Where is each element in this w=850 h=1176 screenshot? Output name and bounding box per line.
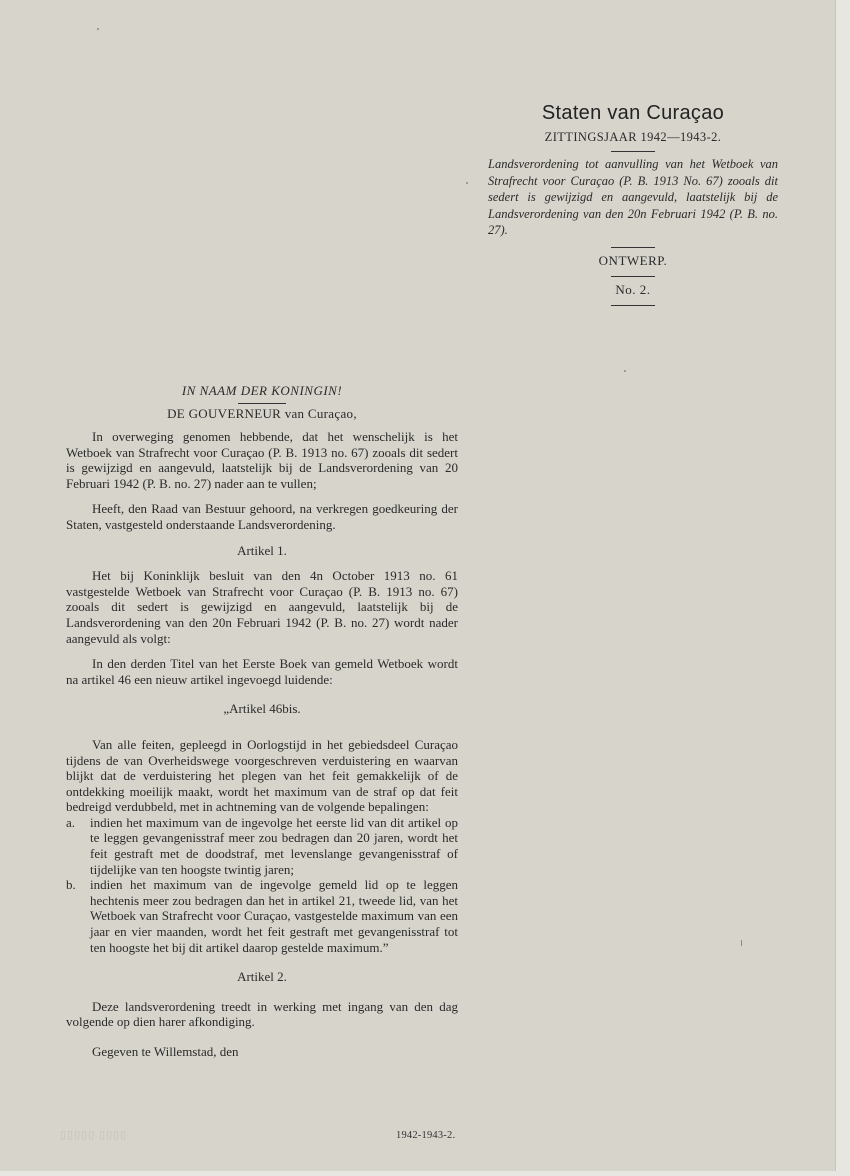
article-1-paragraph: In den derden Titel van het Eerste Boek van gemeld Wetboek wordt na artikel 46 een nieuw artikel ingevoegd luidende: (66, 656, 458, 687)
header-divider (611, 305, 655, 306)
list-item-text: indien het maximum van de ingevolge gemeld lid op te leggen hechtenis meer zou bedragen dan het in artikel 21, tweede lid, van het Wetboek van Strafrecht voor Curaçao, vastgestelde maximum van een jaar en vier maanden, wordt het feit gestraft met gevangenisstraf tot ten hoogste het bij dit artikel daarop gestelde maximum.” (90, 877, 458, 955)
closing-line: Gegeven te Willemstad, den (92, 1044, 239, 1059)
paper-speck (466, 182, 468, 184)
article-1-paragraph: Het bij Koninklijk besluit van den 4n October 1913 no. 61 vastgestelde Wetboek van Strafrecht voor Curaçao (P. B. 1913 no. 67) zooals dit sedert is gewijzigd en aangevuld, laatstelijk bij de Landsverordening van den 20n Februari 1942 (P. B. no. 27) wordt nader aangevuld als volgt: (66, 568, 458, 646)
governor-line: DE GOUVERNEUR van Curaçao, (167, 406, 357, 421)
document-status: ONTWERP. (598, 252, 668, 268)
document-number: No. 2. (615, 281, 651, 297)
document-subject: Landsverordening tot aanvulling van het Wetboek van Strafrecht voor Curaçao (P. B. 1913 No. 67) zooals dit sedert is gewijzigd en aangevuld, laatstelijk bij de Landsverordening van den 20n Februari 1942 (P. B. no. 27). (488, 157, 778, 237)
paper-edge-bottom (0, 1171, 850, 1176)
document-title: Staten van Curaçao (541, 102, 725, 124)
list-item (66, 815, 458, 877)
header-divider (611, 276, 655, 277)
article-46bis-text: Van alle feiten, gepleegd in Oorlogstijd in het gebiedsdeel Curaçao tijdens de van Overheidswege voorgeschreven verduistering en waarvan blijkt dat de verduistering het plegen van het feit gemakkelijk of de ontdekking moeilijk maakt, wordt het maximum van de straf op dat feit bedreigd verdubbeld, met in achtneming van de volgende bepalingen: (66, 736, 458, 815)
faint-stamp-mark: ▯▯▯▯▯ ▯▯▯▯ (60, 1129, 128, 1141)
article-2-heading: Artikel 2. (237, 969, 287, 985)
preamble-paragraph: In overweging genomen hebbende, dat het wenschelijk is het Wetboek van Strafrecht voor Curaçao (P. B. 1913 no. 67) zooals dit sedert is gewijzigd en aangevuld, laatstelijk bij de Landsverordening van 20 Februari 1942 (P. B. no. 27) nader aan te vullen; (66, 429, 458, 491)
header-divider (611, 151, 655, 152)
list-item (66, 877, 458, 955)
header-divider (611, 247, 655, 248)
article-46bis-heading: „Artikel 46bis. (223, 701, 301, 717)
list-item-marker: a. (66, 814, 76, 830)
preamble-paragraph: Heeft, den Raad van Bestuur gehoord, na verkregen goedkeuring der Staten, vastgesteld onderstaande Landsverordening. (66, 501, 458, 532)
article-1-heading: Artikel 1. (237, 542, 287, 558)
list-item-marker: b. (66, 877, 76, 893)
document-body (66, 382, 458, 1060)
document-header (488, 100, 778, 310)
session-year: ZITTINGSJAAR 1942—1943-2. (544, 130, 722, 144)
invocation: IN NAAM DER KONINGIN! (181, 383, 343, 398)
list-item-text: indien het maximum van de ingevolge het eerste lid van dit artikel op te leggen gevangenisstraf meer zou bedragen dan 20 jaren, wordt het feit gestraft met de doodstraf, met levenslange gevangenisstraf of tijdelijke van ten hoogste twintig jaren; (90, 814, 458, 877)
article-2-paragraph: Deze landsverordening treedt in werking met ingang van den dag volgende op dien harer afkondiging. (66, 998, 458, 1030)
paper-speck (741, 940, 742, 946)
body-divider (238, 403, 286, 404)
paper-edge-right (835, 0, 850, 1176)
paper-speck (624, 370, 626, 372)
paper-speck (97, 28, 99, 30)
footer-code: 1942-1943-2. (396, 1130, 456, 1141)
